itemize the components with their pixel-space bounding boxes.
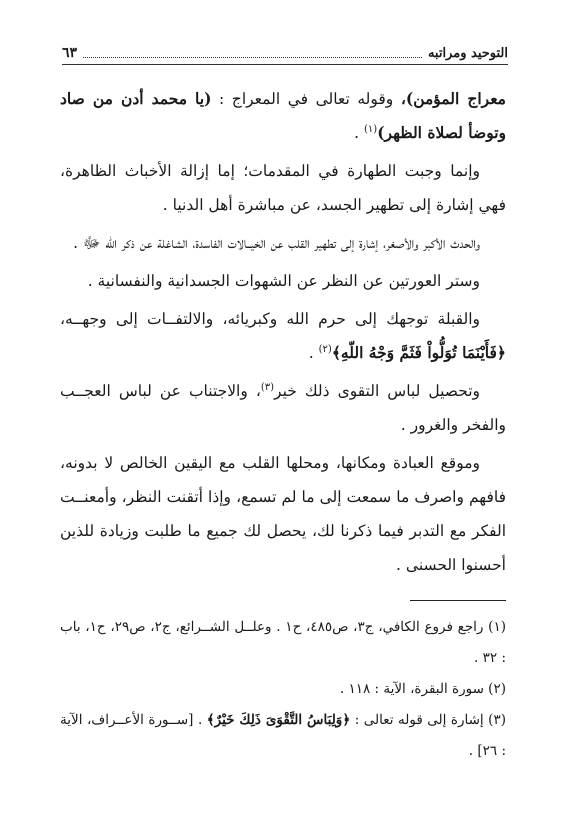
footnote-ref-2[interactable]: (٢) — [318, 343, 332, 355]
footnotes — [60, 612, 506, 767]
footnote-3 — [60, 705, 506, 767]
page-header — [62, 40, 508, 65]
footnote-1: (١) راجع فروع الكافي، ج٣، ص٤٨٥، ح١ . وعلــل الشــرائع، ج٢، ص٢٩، ح١، باب : ٣٢ . — [60, 619, 506, 666]
paragraph-1 — [60, 82, 506, 150]
page-number: ٦٣ — [62, 45, 78, 61]
quran-verse: ﴿فَأَيْنَمَا تُوَلُّواْ فَثَمَّ وَجْهُ اللّهِ﴾ — [331, 343, 506, 362]
hadith-quote: (يا محمد أدن من صاد وتوضأ لصلاة الظهر) — [60, 89, 506, 142]
bold-phrase: معراج المؤمن)، — [400, 89, 506, 108]
footnote-text: . [ســورة الأعــراف، الآية : ٢٦] . — [60, 712, 506, 759]
footnote-text: (٣) إشارة إلى قوله تعالى : — [350, 712, 506, 728]
paragraph-text: وتحصيل لباس التقوى ذلك خير — [274, 382, 480, 400]
paragraph-text: والقبلة توجهك إلى حرم الله وكبريائه، والالتفــات إلى وجهــه، — [60, 310, 480, 328]
paragraph-4: وستر العورتين عن النظر عن الشهوات الجسدانية والنفسانية . — [87, 272, 480, 290]
paragraph-end: . — [308, 344, 319, 362]
footnote-2: (٢) سورة البقرة، الآية : ١١٨ . — [339, 681, 506, 697]
main-text — [60, 82, 506, 586]
paragraph-text: وقوله تعالى في المعراج : — [211, 90, 401, 108]
footnote-ref-3[interactable]: (٣) — [260, 381, 275, 393]
paragraph-5 — [60, 302, 506, 370]
paragraph-6 — [60, 374, 506, 442]
footnote-separator — [410, 600, 506, 601]
paragraph-2: وإنما وجبت الطهارة في المقدمات؛ إما إزالة الأخباث الظاهرة، فهي إشارة إلى تطهير الجسد، عن مباشرة أهل الدنيا . — [60, 162, 506, 214]
header-dot-leader — [83, 57, 422, 58]
footnote-ref-1[interactable]: (١) — [364, 123, 378, 135]
paragraph-end: . — [354, 124, 365, 142]
quran-verse: ﴿وَلِبَاسُ التَّقْوَىَ ذَلِكَ خَيْرٌ﴾ — [206, 712, 351, 728]
running-title: التوحيد ومراتبه — [427, 46, 508, 61]
paragraph-3: والحدث الأكبر والأصغر، إشارة إلى تطهير القلب عن الخيــالات الفاسدة، الشاغلة عن ذكر الله ﷻ . — [73, 234, 480, 252]
paragraph-7: وموقع العبادة ومكانها، ومحلها القلب مع اليقين الخالص لا بدونه، فافهم واصرف ما سمعت إلى ما لم تسمع، وإذا أتقنت النظر، وأمعنــت الفكر مع التدبر فيما ذكرنا لك، يحصل لك جميع ما طلبت وزيادة للذين أحسنوا الحسنى . — [60, 454, 506, 574]
paragraph-text: ، والاجتناب عن لباس العجــب والفخر والغرور . — [60, 382, 506, 434]
